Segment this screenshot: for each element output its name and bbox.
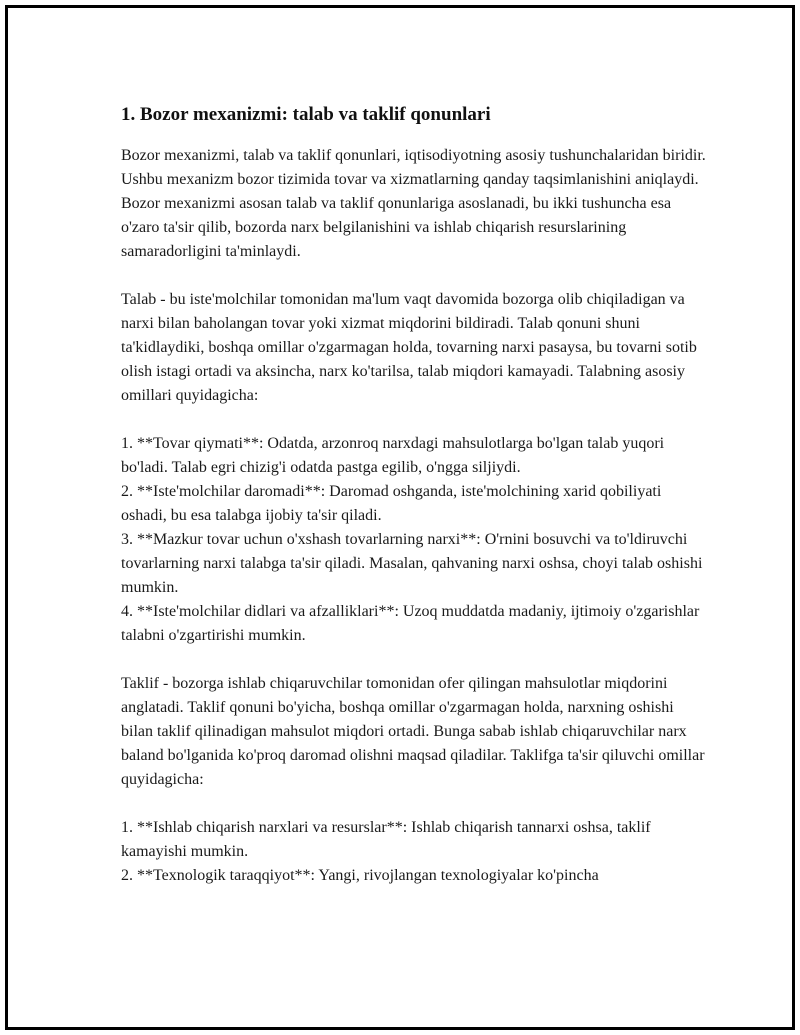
document-content (121, 102, 706, 888)
supply-factors-list (121, 816, 706, 888)
list-item: 4. **Iste'molchilar didlari va afzalliklari**: Uzoq muddatda madaniy, ijtimoiy o'zgarishlar talabni o'zgartirishi mumkin. (121, 603, 700, 644)
supply-paragraph: Taklif - bozorga ishlab chiqaruvchilar tomonidan ofer qilingan mahsulotlar miqdorini anglatadi. Taklif qonuni bo'yicha, boshqa omillar o'zgarmagan holda, narxning oshishi bilan taklif qilinadigan mahsulot miqdori ortadi. Bunga sabab ishlab chiqaruvchilar narx baland bo'lganida ko'proq daromad olishni maqsad qiladilar. Taklifga ta'sir qiluvchi omillar quyidagicha: (121, 675, 705, 788)
list-item: 1. **Tovar qiymati**: Odatda, arzonroq narxdagi mahsulotlarga bo'lgan talab yuqori bo'ladi. Talab egri chizig'i odatda pastga egilib, o'ngga siljiydi. (121, 435, 665, 476)
list-item: 3. **Mazkur tovar uchun o'xshash tovarlarning narxi**: O'rnini bosuvchi va to'ldiruvchi tovarlarning narxi talabga ta'sir qiladi. Masalan, qahvaning narxi oshsa, choyi talab oshishi mumkin. (121, 531, 703, 596)
document-page (5, 5, 795, 1030)
document-title: 1. Bozor mexanizmi: talab va taklif qonunlari (121, 104, 491, 125)
list-item: 1. **Ishlab chiqarish narxlari va resurslar**: Ishlab chiqarish tannarxi oshsa, taklif kamayishi mumkin. (121, 819, 651, 860)
list-item: 2. **Texnologik taraqqiyot**: Yangi, rivojlangan texnologiyalar ko'pincha (121, 867, 599, 884)
demand-factors-list (121, 432, 706, 648)
demand-paragraph: Talab - bu iste'molchilar tomonidan ma'lum vaqt davomida bozorga olib chiqiladigan va narxi bilan baholangan tovar yoki xizmat miqdorini bildiradi. Talab qonuni shuni ta'kidlaydiki, boshqa omillar o'zgarmagan holda, tovarning narxi pasaysa, bu tovarni sotib olish istagi ortadi va aksincha, narx ko'tarilsa, talab miqdori kamayadi. Talabning asosiy omillari quyidagicha: (121, 291, 697, 404)
list-item: 2. **Iste'molchilar daromadi**: Daromad oshganda, iste'molchining xarid qobiliyati oshadi, bu esa talabga ijobiy ta'sir qiladi. (121, 483, 662, 524)
intro-paragraph: Bozor mexanizmi, talab va taklif qonunlari, iqtisodiyotning asosiy tushunchalaridan biridir. Ushbu mexanizm bozor tizimida tovar va xizmatlarning qanday taqsimlanishini aniqlaydi. Bozor mexanizmi asosan talab va taklif qonunlariga asoslanadi, bu ikki tushuncha esa o'zaro ta'sir qilib, bozorda narx belgilanishini va ishlab chiqarish resurslarining samaradorligini ta'minlaydi. (121, 147, 706, 260)
